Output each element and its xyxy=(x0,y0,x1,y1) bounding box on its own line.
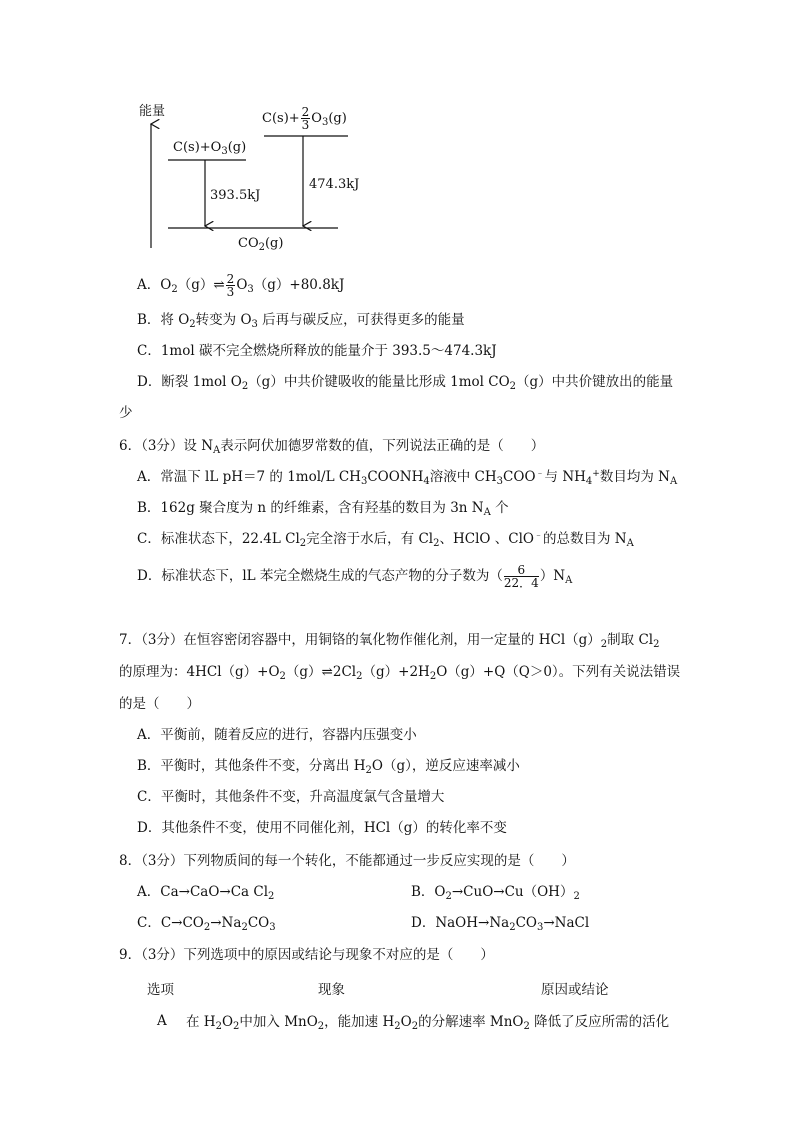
q7-option-a: A．平衡前，随着反应的进行，容器内压强变小 xyxy=(137,727,417,743)
q6-stem: 6．（3分）设 $N_A$表示阿伏加德罗常数的值，下列说法正确的是（ ） xyxy=(119,438,545,456)
energy-diagram xyxy=(0,0,794,260)
q7-stem-line2: 的原理为：$4HCl(g)+O_2(g)\rightleftharpoons 2Cl_2(g)+2H_2O(g)+Q(Q>0)$。下列有关说法错误 xyxy=(119,664,681,682)
energy-axis-label: 能量 xyxy=(139,104,166,119)
q9-row-a-option: A xyxy=(157,1013,167,1029)
level-left-label: $C(s)+O_3(g)$ xyxy=(173,140,247,157)
bottom-level-label: $CO_2(g)$ xyxy=(238,236,284,253)
q8-option-b: B．$O_2\to CuO\to Cu(OH)_2$ xyxy=(411,884,580,902)
q9-stem: 9．（3分）下列选项中的原因或结论与现象不对应的是（ ） xyxy=(119,947,494,963)
q8-option-a: A．Ca→CaO→Ca $Cl_2$ xyxy=(137,884,275,902)
q6-option-b: B．162g 聚合度为 n 的纤维素，含有羟基的数目为 3n $N_A$ 个 xyxy=(137,500,509,518)
q8-option-c: C．$C\to CO_2\to Na_2CO_3$ xyxy=(137,915,276,933)
q5-option-a: A．$O_2(g)\rightleftharpoons$ $\frac{2}{3}$ $O_3(g)+80.8kJ$ xyxy=(137,272,345,299)
arrow-right-value: 474.3kJ xyxy=(309,177,360,192)
q7-option-d: D．其他条件不变，使用不同催化剂，HCl（g）的转化率不变 xyxy=(137,820,507,836)
q9-header-reason: 原因或结论 xyxy=(541,982,609,998)
q8-stem: 8．（3分）下列物质间的每一个转化，不能都通过一步反应实现的是（ ） xyxy=(119,853,575,869)
q9-header-phenomenon: 现象 xyxy=(318,982,345,998)
q5-option-c: C．1mol 碳不完全燃烧所释放的能量介于 393.5～474.3kJ xyxy=(137,343,497,359)
q7-option-b: B．平衡时，其他条件不变，分离出 $H_2O(g)$，逆反应速率减小 xyxy=(137,758,520,776)
level-right-label: C(s)+ $\frac{2}{3}$ $O_3(g)$ xyxy=(262,105,347,132)
q9-header-option: 选项 xyxy=(147,982,174,998)
q8-option-d: D．$NaOH\to Na_2CO_3\to NaCl$ xyxy=(411,915,590,933)
q5-option-d-cont: 少 xyxy=(119,405,133,421)
q5-option-d: D．断裂 1mol $O_2(g)$中共价键吸收的能量比形成 1mol $CO_2(g)$中共价键放出的能量 xyxy=(137,374,674,392)
q9-row-a-text: 在 $H_2O_2$中加入 MnO$_2$，能加速 $H_2O_2$的分解速率 MnO$_2$ 降低了反应所需的活化 xyxy=(186,1014,670,1032)
q6-option-c: C．标准状态下，22.4L $Cl_2$完全溶于水后，有 $Cl_2$、HClO 、ClO﹣的总数目为 $N_A$ xyxy=(137,531,634,549)
arrow-left-value: 393.5kJ xyxy=(210,188,261,203)
q6-option-a: A．常温下 lL pH＝7 的 1mol/L $CH_3COONH_4$溶液中 $CH_3COO^﹣$与 $NH_4^+$数目均为 $N_A$ xyxy=(137,469,678,487)
q7-option-c: C．平衡时，其他条件不变，升高温度氯气含量增大 xyxy=(137,789,445,805)
q7-stem-line1: 7．（3分）在恒容密闭容器中，用铜铬的氧化物作催化剂，用一定量的 $HCl(g)_2$制取 $Cl_2$ xyxy=(119,632,660,650)
q5-option-b: B．将 $O_2$转变为 $O_3$ 后再与碳反应，可获得更多的能量 xyxy=(137,312,465,330)
q7-stem-line3: 的是（ ） xyxy=(119,696,200,712)
q6-option-d: D．标准状态下，lL 苯完全燃烧生成的气态产物的分子数为（ $\frac{6}{22.4}$ ）$N_A$ xyxy=(137,563,573,590)
